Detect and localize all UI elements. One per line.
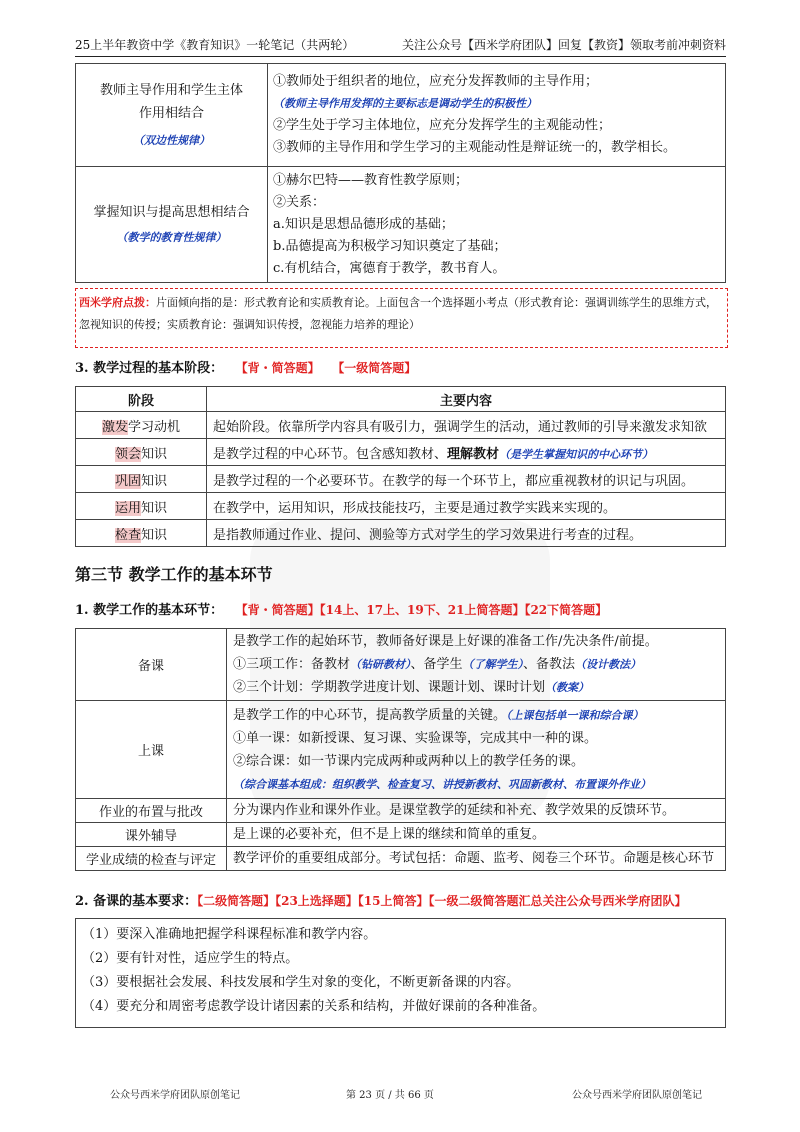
table-row <box>76 701 726 799</box>
step-content: 教学评价的重要组成部分。考试包括：命题、监考、阅卷三个环节。命题是核心环节 <box>227 847 726 871</box>
content-line: ②三个计划：学期教学进度计划、课题计划、课时计划（教案） <box>233 680 590 695</box>
tip-box <box>75 288 728 348</box>
section-heading-requirements <box>75 890 687 909</box>
step-content: 是上课的必要补充，但不是上课的继续和简单的重复。 <box>227 823 726 847</box>
stages-table <box>75 386 726 547</box>
principle-tag: （双边性规律） <box>133 133 210 147</box>
page-number: 第 23 页 / 共 66 页 <box>346 1090 434 1101</box>
content-line: ①三项工作：备教材（钻研教材）、备学生（了解学生）、备教法（设计教法） <box>233 657 642 672</box>
content-line: ②学生处于学习主体地位，应充分发挥学生的主观能动性； <box>273 118 612 133</box>
stage-label: 知识 <box>141 500 168 516</box>
principle-content-cell <box>268 167 726 283</box>
content-line: ②综合课：如一节课内完成两种或两种以上的教学任务的课。 <box>233 753 585 769</box>
principle-title-cell <box>76 64 268 167</box>
section-title: 2. 备课的基本要求： <box>75 894 198 909</box>
footer-left: 公众号西米学府团队原创笔记 <box>110 1090 240 1101</box>
table-row <box>76 466 726 493</box>
list-item: （2）要有针对性，适应学生的特点。 <box>82 951 299 966</box>
content-line-highlight: （教师主导作用发挥的主要标志是调动学生的积极性） <box>273 97 537 110</box>
principle-tag: （教学的教育性规律） <box>116 230 227 244</box>
table-row <box>76 823 726 847</box>
stage-highlight: 巩固 <box>114 473 141 489</box>
requirements-box <box>75 918 726 1028</box>
tip-text: 片面倾向指的是：形式教育论和实质教育论。上面包含一个选择题小考点（形式教育论：强调训练学生的思维方式，忽视知识的传授；实质教育论：强调知识传授，忽视能力培养的理论） <box>79 296 717 331</box>
principle-title-cell <box>76 167 268 283</box>
table-row <box>76 493 726 520</box>
list-item: （3）要根据社会发展、科技发展和学生对象的变化，不断更新备课的内容。 <box>82 975 520 990</box>
footer-right: 公众号西米学府团队原创笔记 <box>572 1090 702 1101</box>
stage-label: 知识 <box>141 446 168 462</box>
table-row <box>76 520 726 547</box>
content-line-highlight: （综合课基本组成：组织教学、检查复习、讲授新教材、巩固新教材、布置课外作业） <box>233 777 651 791</box>
table-row <box>76 847 726 871</box>
stage-highlight: 运用 <box>114 500 141 516</box>
table-row <box>76 412 726 439</box>
content-line: a.知识是思想品德形成的基础； <box>273 216 454 232</box>
section-tag: 【一级简答题】 <box>332 361 417 375</box>
stage-content-note: （是学生掌握知识的中心环节） <box>499 447 654 461</box>
table-row <box>76 439 726 466</box>
step-label: 作业的布置与批改 <box>76 799 227 823</box>
content-line: 是教学工作的中心环节，提高教学质量的关键。（上课包括单一课和综合课） <box>233 707 644 723</box>
content-line: b.品德提高为积极学习知识奠定了基础； <box>273 238 507 254</box>
stage-highlight: 检查 <box>114 527 141 543</box>
section-title: 1. 教学工作的基本环节： <box>75 603 224 618</box>
stage-label: 学习动机 <box>128 419 181 435</box>
step-label: 学业成绩的检查与评定 <box>76 847 227 871</box>
stage-content: 是教学过程的一个必要环节。在教学的每一个环节上，都应重视教材的识记与巩固。 <box>207 466 726 493</box>
tip-tag: 西米学府点拨： <box>79 296 156 309</box>
section-heading-stages <box>75 357 416 376</box>
content-line: ①赫尔巴特——教育性教学原则； <box>273 172 469 188</box>
content-line: 是教学工作的起始环节，教师备好课是上好课的准备工作/先决条件/前提。 <box>233 634 658 649</box>
principles-table <box>75 63 726 283</box>
column-header-content: 主要内容 <box>207 387 726 412</box>
step-label: 课外辅导 <box>76 823 227 847</box>
step-label: 备课 <box>76 629 227 701</box>
principle-title: 教师主导作用和学生主体作用相结合 <box>99 82 243 121</box>
teaching-steps-table <box>75 628 726 871</box>
content-line: ③教师的主导作用和学生学习的主观能动性是辩证统一的，教学相长。 <box>273 140 677 155</box>
header-left: 25上半年教资中学《教育知识》一轮笔记（共两轮） <box>75 38 355 52</box>
stage-content: 起始阶段。依靠所学内容具有吸引力，强调学生的活动，通过教师的引导来激发求知欲 <box>207 412 726 439</box>
stage-content-bold: 理解教材 <box>447 446 500 462</box>
step-content: 分为课内作业和课外作业。是课堂教学的延续和补充、教学效果的反馈环节。 <box>227 799 726 823</box>
stage-label: 知识 <box>141 473 168 489</box>
column-header-stage: 阶段 <box>76 387 207 412</box>
stage-content: 是教学过程的中心环节。包含感知教材、 <box>213 446 448 462</box>
section-title: 3. 教学过程的基本阶段： <box>75 361 224 376</box>
page-header <box>75 34 726 57</box>
section-tag: 【背・简答题】【14上、17上、19下、21上简答题】【22下简答题】 <box>235 603 608 617</box>
content-line: c.有机结合，寓德育于教学，教书育人。 <box>273 260 506 276</box>
section-tag: 【二级简答题】【23上选择题】【15上简答】【一级二级简答题汇总关注公众号西米学府团队】 <box>197 894 687 908</box>
stage-highlight: 领会 <box>114 446 141 462</box>
principle-content-cell <box>268 64 726 167</box>
principle-title: 掌握知识与提高思想相结合 <box>93 204 250 220</box>
content-line: ②关系： <box>273 194 326 210</box>
list-item: （1）要深入准确地把握学科课程标准和教学内容。 <box>82 927 377 942</box>
table-row <box>76 799 726 823</box>
header-right: 关注公众号【西米学府团队】回复【教资】领取考前冲刺资料 <box>401 38 726 52</box>
chapter-title: 第三节 教学工作的基本环节 <box>75 565 273 584</box>
table-row <box>76 629 726 701</box>
stage-content: 在教学中，运用知识，形成技能技巧，主要是通过教学实践来实现的。 <box>207 493 726 520</box>
list-item: （4）要充分和周密考虑教学设计诸因素的关系和结构，并做好课前的各种准备。 <box>82 999 546 1014</box>
step-label: 上课 <box>76 701 227 799</box>
stage-label: 知识 <box>141 527 168 543</box>
section-tag: 【背・简答题】 <box>235 361 320 375</box>
stage-content: 是指教师通过作业、提问、测验等方式对学生的学习效果进行考查的过程。 <box>207 520 726 547</box>
content-line: ①教师处于组织者的地位，应充分发挥教师的主导作用； <box>273 74 599 89</box>
content-line: ①单一课：如新授课、复习课、实验课等，完成其中一种的课。 <box>233 730 598 746</box>
stage-highlight: 激发 <box>101 419 128 435</box>
section-heading-steps <box>75 599 607 618</box>
